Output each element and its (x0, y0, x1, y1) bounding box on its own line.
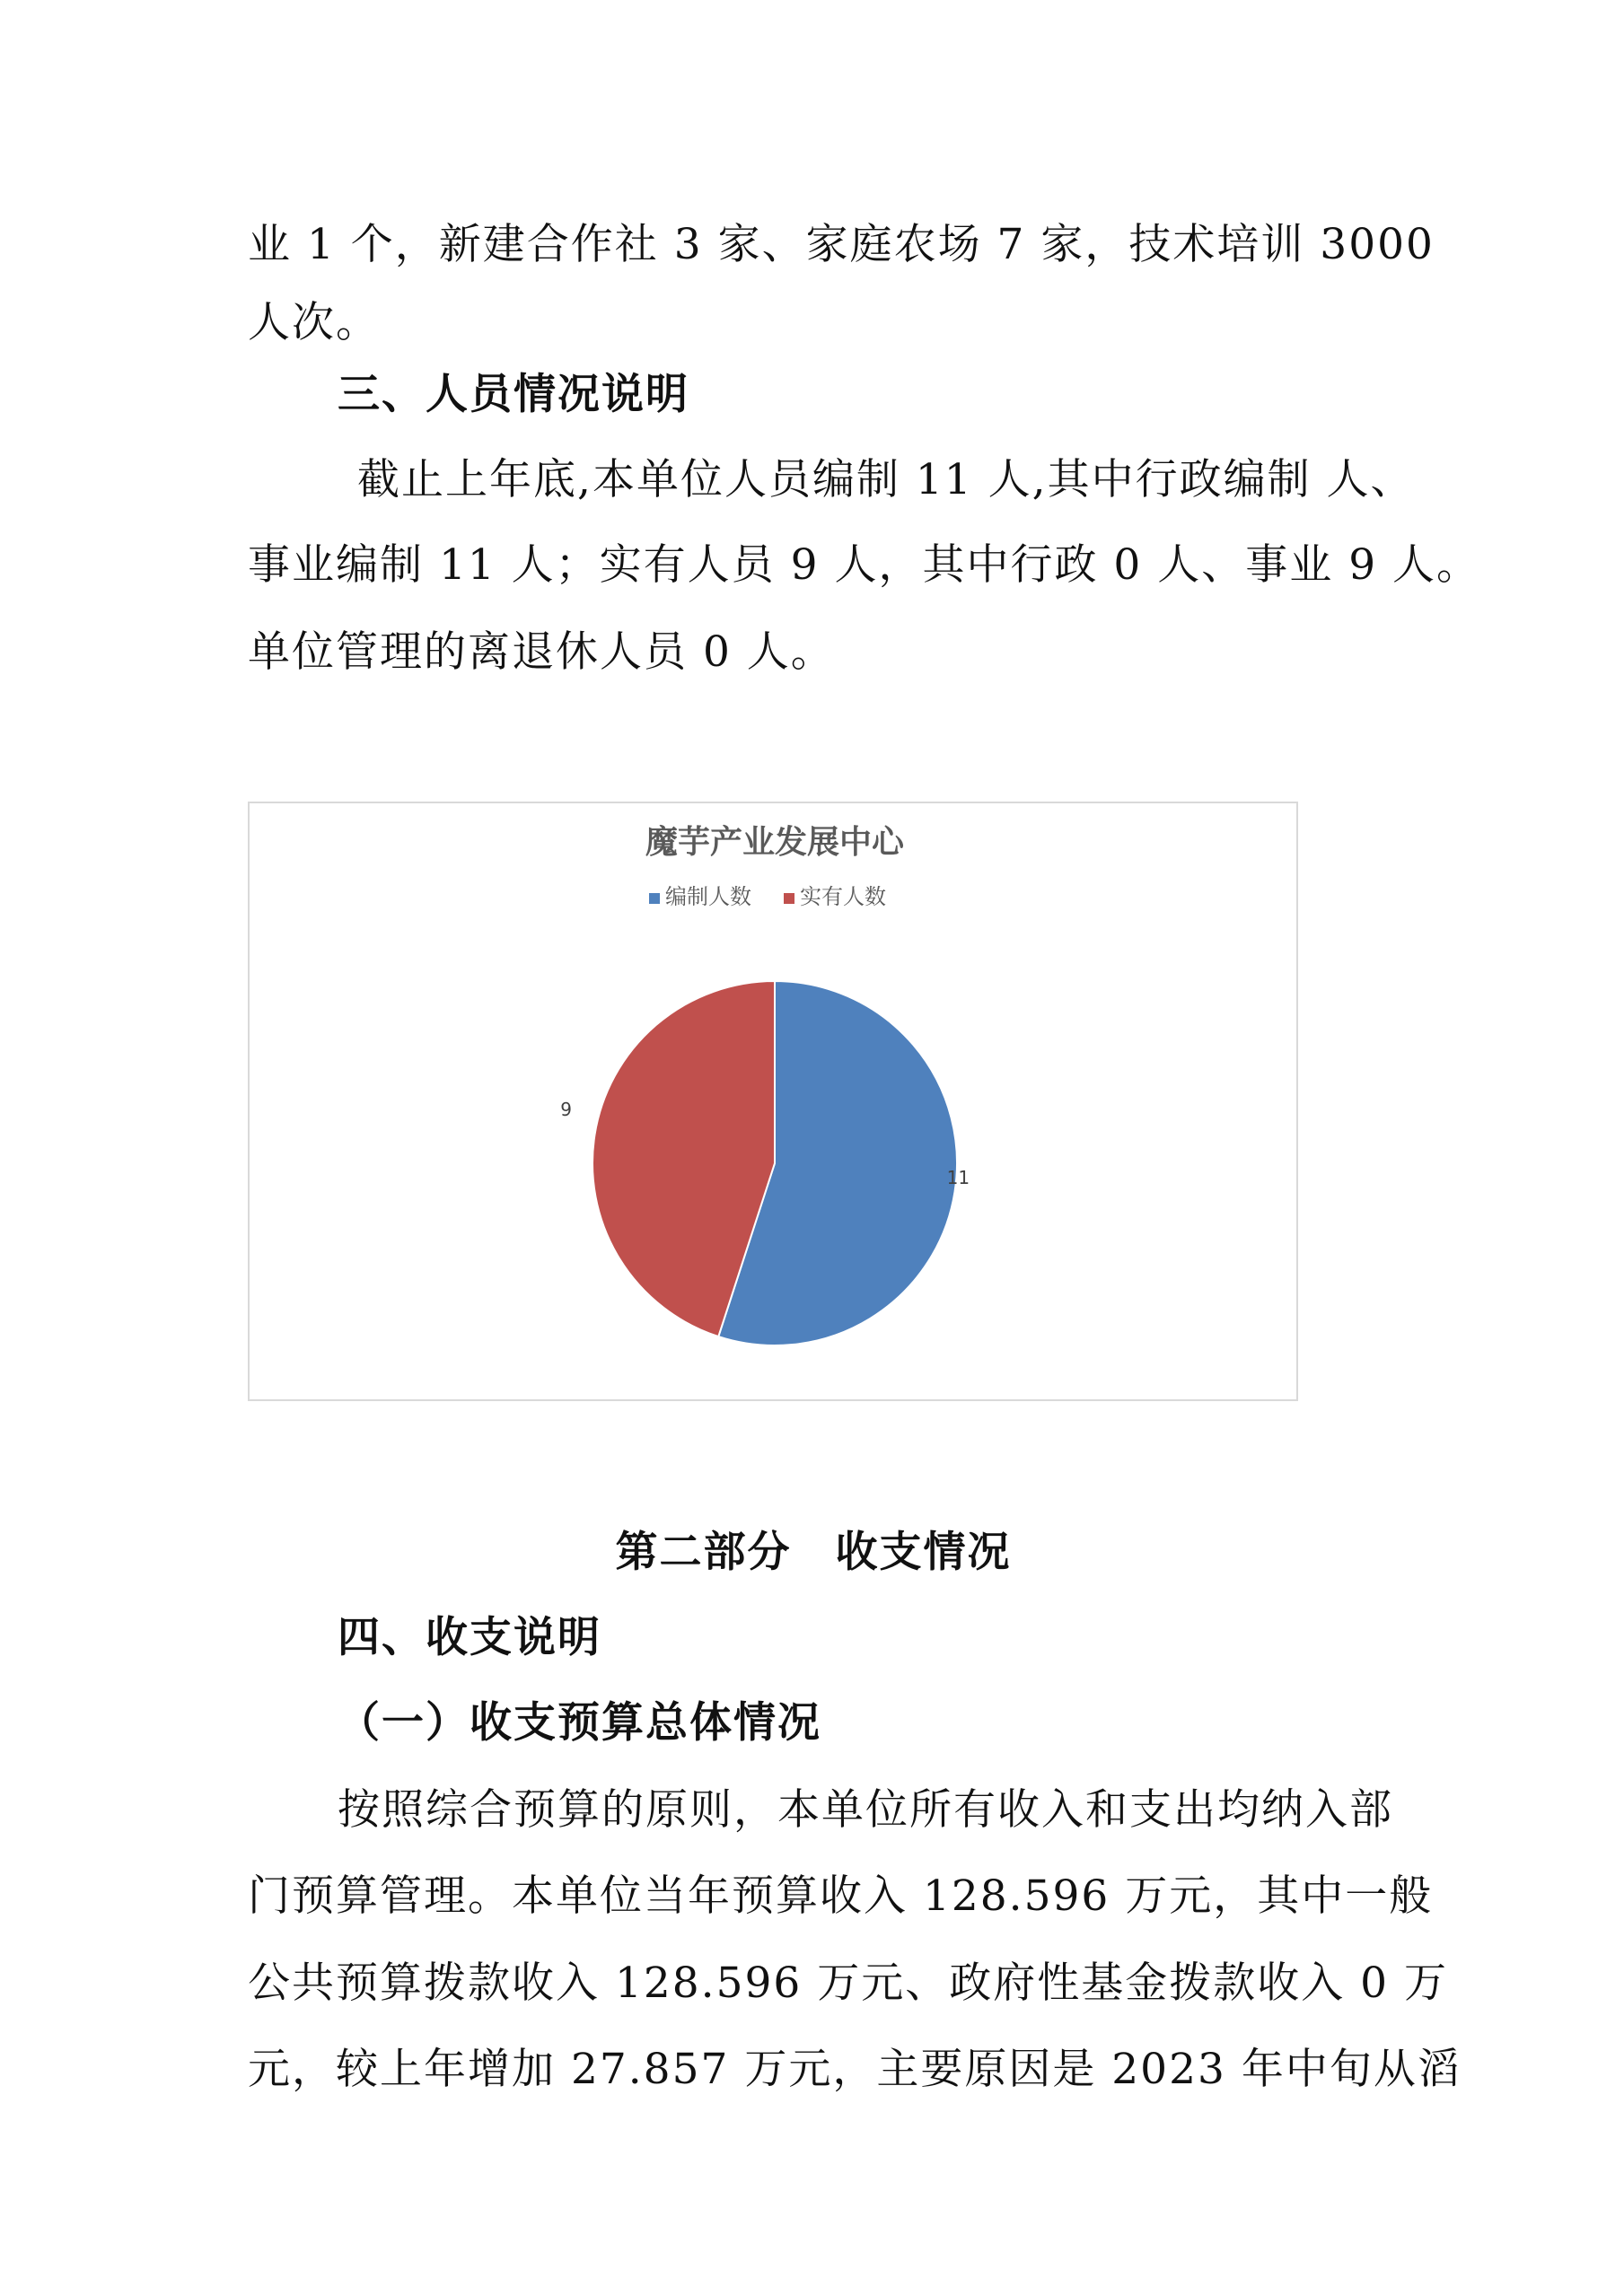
pie-chart-container (248, 802, 1298, 1401)
pie-chart (250, 803, 1300, 1403)
paragraph-line: 公共预算拨款收入 128.596 万元、政府性基金拨款收入 0 万 (248, 1959, 1449, 2008)
chart-title: 魔芋产业发展中心 (645, 824, 905, 861)
paragraph-line: 门预算管理。本单位当年预算收入 128.596 万元，其中一般 (248, 1871, 1434, 1921)
paragraph-line: 截止上年底,本单位人员编制 11 人,其中行政编制 人、 (357, 455, 1415, 504)
paragraph-line: 人次。 (248, 298, 380, 347)
pie-slices (593, 981, 957, 1345)
chart-legend (649, 884, 886, 909)
paragraph-line: 业 1 个，新建合作社 3 家、家庭农场 7 家，技术培训 3000 (248, 220, 1435, 269)
subsection-heading: （一）收支预算总体情况 (338, 1698, 821, 1748)
paragraph-line: 按照综合预算的原则，本单位所有收入和支出均纳入部 (338, 1785, 1393, 1835)
legend-label-1: 编制人数 (665, 884, 751, 909)
legend-swatch-1 (649, 893, 660, 904)
pie-data-label-1: 11 (946, 1166, 970, 1188)
pie-data-label-2: 9 (560, 1099, 573, 1121)
paragraph-line: 单位管理的离退休人员 0 人。 (248, 627, 835, 677)
section-heading: 三、人员情况说明 (338, 370, 689, 419)
paragraph-line: 元，较上年增加 27.857 万元，主要原因是 2023 年中旬从滔 (248, 2045, 1462, 2094)
section-heading: 四、收支说明 (338, 1613, 601, 1662)
paragraph-line: 事业编制 11 人；实有人员 9 人，其中行政 0 人、事业 9 人。 (248, 540, 1481, 590)
legend-swatch-2 (784, 893, 794, 904)
part-heading: 第二部分 收支情况 (615, 1528, 1012, 1577)
legend-label-2: 实有人数 (800, 884, 886, 909)
